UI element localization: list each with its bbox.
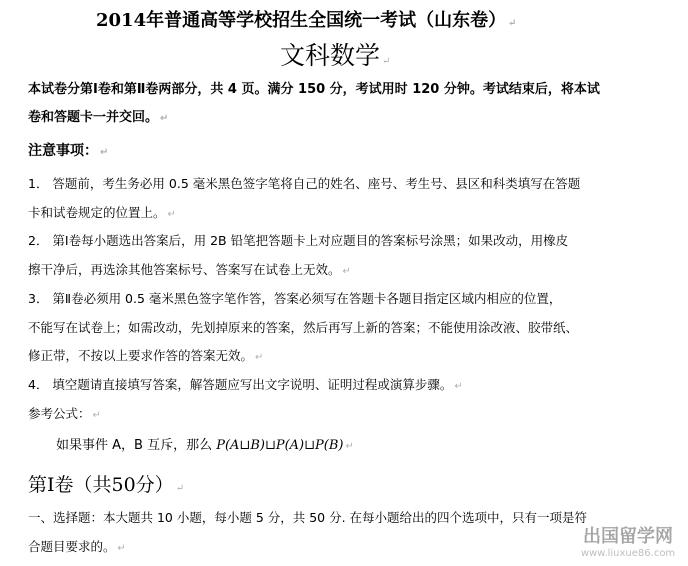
intro-line-1: 本试卷分第Ⅰ卷和第Ⅱ卷两部分，共 4 页。满分 150 分，考试用时 120 分钟。考试结束后，将本试 (28, 82, 600, 97)
notes-heading: 注意事项： ↵ (28, 143, 109, 159)
note-1-line-1: 1． 答题前，考生务必用 0.5 毫米黑色签字笔将自己的姓名、座号、考生号、县区和科类填写在答题 (28, 176, 581, 191)
paragraph-mark-icon: ↵ (382, 56, 391, 67)
note-3-line-3: 修正带，不按以上要求作答的答案无效。 ↵ (28, 348, 264, 363)
paragraph-mark-icon: ↵ (345, 441, 354, 452)
paragraph-mark-icon: ↵ (92, 410, 101, 421)
formula-line: 如果事件 A，B 互斥，那么 P(A⊔B)⊔P(A)⊔P(B) ↵ (56, 438, 354, 453)
paragraph-mark-icon: ↵ (342, 266, 351, 277)
note-2-line-2: 擦干净后，再选涂其他答案标号、答案写在试卷上无效。 ↵ (28, 262, 351, 277)
intro-line-2: 卷和答题卡一并交回。 ↵ (28, 110, 169, 125)
watermark-logo (568, 526, 688, 566)
paragraph-mark-icon: ↵ (160, 113, 169, 124)
paragraph-mark-icon: ↵ (117, 543, 126, 554)
question-line-1: 一、选择题：本大题共 10 小题，每小题 5 分，共 50 分. 在每小题给出的四个选项中，只有一项是符 (28, 510, 588, 525)
watermark-url-text: www.liuxue86.com (580, 548, 676, 559)
section-title: 第Ⅰ卷（共50分） ↵ (28, 474, 185, 496)
formula-expression: P(A⊔B)⊔P(A)⊔P(B) (216, 438, 344, 453)
paragraph-mark-icon: ↵ (255, 352, 264, 363)
watermark-main-text: 出国留学网 (583, 526, 673, 547)
document-subtitle: 文科数学 ↵ (280, 41, 391, 70)
formula-heading: 参考公式： ↵ (28, 406, 101, 421)
paragraph-mark-icon: ↵ (175, 483, 185, 494)
note-3-line-2: 不能写在试卷上；如需改动，先划掉原来的答案，然后再写上新的答案；不能使用涂改液、胶带纸、 (28, 320, 579, 335)
document-title: 2014年普通高等学校招生全国统一考试（山东卷） ↵ (96, 10, 517, 31)
note-1-line-2: 卡和试卷规定的位置上。 ↵ (28, 205, 176, 220)
paragraph-mark-icon: ↵ (454, 381, 463, 392)
paragraph-mark-icon: ↵ (508, 18, 517, 29)
question-line-2: 合题目要求的。 ↵ (28, 539, 126, 554)
note-4-line-1: 4． 填空题请直接填写答案，解答题应写出文字说明、证明过程或演算步骤。 ↵ (28, 377, 463, 392)
paragraph-mark-icon: ↵ (167, 209, 176, 220)
note-3-line-1: 3． 第Ⅱ卷必须用 0.5 毫米黑色签字笔作答，答案必须写在答题卡各题目指定区域内相应的位置， (28, 291, 562, 306)
note-2-line-1: 2． 第Ⅰ卷每小题选出答案后，用 2B 铅笔把答题卡上对应题目的答案标号涂黑；如果改动，用橡皮 (28, 233, 569, 248)
paragraph-mark-icon: ↵ (100, 147, 109, 158)
